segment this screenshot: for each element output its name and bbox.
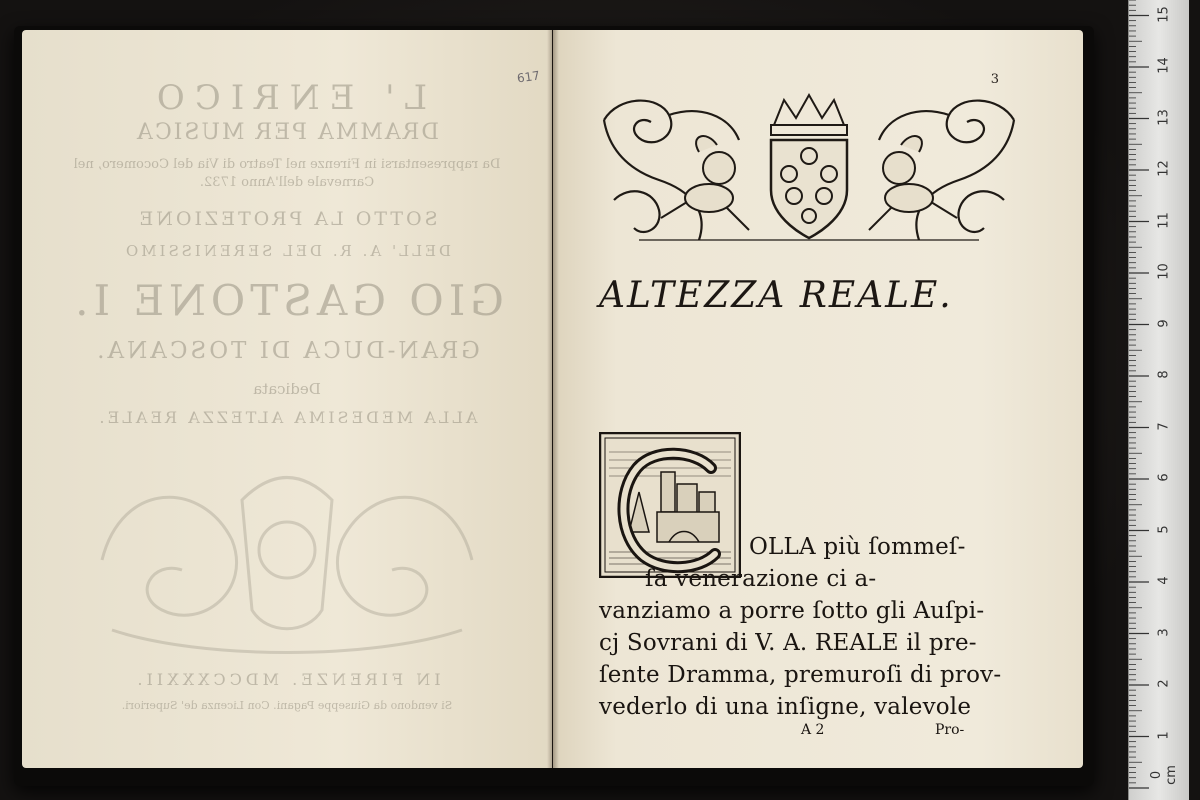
measuring-ruler bbox=[1128, 0, 1189, 800]
ruler-number: 10 bbox=[1156, 263, 1172, 280]
body-line-3: vanziamo a porre ſotto gli Auſpi- bbox=[599, 598, 985, 624]
ghost-ornament bbox=[82, 460, 492, 660]
ghost-imprint: IN FIRENZE. MDCCXXXII. bbox=[133, 670, 441, 689]
ruler-number: 14 bbox=[1156, 57, 1172, 74]
ghost-dedication-line: DELL' A. R. DEL SERENISSIMO bbox=[122, 242, 452, 260]
ruler-number: 8 bbox=[1156, 370, 1172, 379]
ruler-number: 5 bbox=[1156, 524, 1172, 534]
ghost-title-grand-duke: GRAN-DUCA DI TOSCANA. bbox=[94, 338, 480, 364]
ruler-number: 6 bbox=[1156, 473, 1172, 482]
ruler-unit-label: 0 cm bbox=[1149, 765, 1179, 785]
ruler-number: 15 bbox=[1156, 5, 1172, 23]
body-line-5: ſente Dramma, premuroſi di prov- bbox=[599, 662, 1002, 688]
ruler-number: 7 bbox=[1156, 421, 1172, 431]
ruler-number: 13 bbox=[1156, 108, 1172, 126]
right-page bbox=[553, 30, 1083, 768]
ruler-number: 4 bbox=[1156, 576, 1172, 585]
book-gutter bbox=[547, 30, 559, 768]
decorated-initial-c bbox=[599, 432, 741, 578]
page-heading: ALTEZZA REALE. bbox=[599, 275, 953, 316]
ghost-dedicata: Dedicata bbox=[253, 380, 321, 398]
ghost-performance-note: Da rappresentarsi in Firenze nel Teatro di Via del Cocomero, nel Carnevale dell'Anno 1732. bbox=[73, 157, 501, 190]
show-through-text bbox=[22, 30, 552, 768]
ruler-number: 2 bbox=[1156, 679, 1172, 688]
ghost-subtitle: DRAMMA PER MUSICA bbox=[135, 120, 439, 145]
ruler-number: 11 bbox=[1156, 211, 1172, 229]
signature-mark: A 2 bbox=[801, 722, 825, 738]
body-line-2: ſa venerazione ci a- bbox=[645, 566, 877, 592]
ruler-number: 12 bbox=[1156, 160, 1172, 177]
ghost-title: L' ENRICO bbox=[146, 78, 428, 118]
left-page bbox=[22, 30, 552, 768]
ruler-number: 9 bbox=[1156, 318, 1172, 328]
ghost-printer: Si vendono da Giuseppe Pagani. Con Licenza de' Superiori. bbox=[121, 699, 453, 712]
body-line-1: OLLA più ſommeſ- bbox=[749, 534, 966, 560]
page-number: 3 bbox=[990, 72, 999, 87]
ruler-number: 1 bbox=[1156, 730, 1172, 740]
catchword: Pro- bbox=[935, 722, 965, 738]
ghost-altezza: ALLA MEDESIMA ALTEZZA REALE. bbox=[96, 408, 478, 427]
pencil-annotation: 617 bbox=[516, 68, 541, 86]
headpiece-ornament bbox=[599, 90, 1019, 250]
body-line-6: vederlo di una inſigne, valevole bbox=[599, 694, 972, 720]
ghost-protection: SOTTO LA PROTEZIONE bbox=[136, 208, 438, 230]
ghost-name: GIO GASTONE I. bbox=[70, 276, 504, 325]
ruler-number: 3 bbox=[1156, 627, 1172, 637]
body-line-4: cj Sovrani di V. A. REALE il pre- bbox=[599, 630, 977, 656]
